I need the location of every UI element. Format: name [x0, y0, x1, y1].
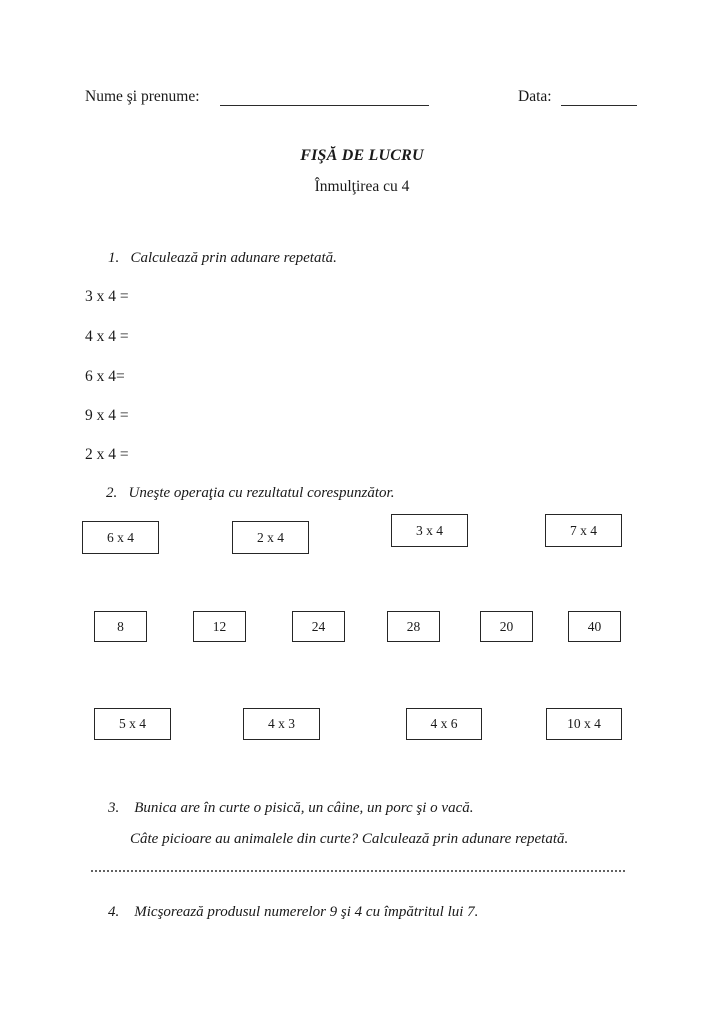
equation-5[interactable]: 2 x 4 = [85, 446, 129, 463]
result-box-4[interactable]: 28 [387, 611, 440, 642]
result-box-3[interactable]: 24 [292, 611, 345, 642]
worksheet-title: FIŞĂ DE LUCRU [300, 147, 424, 164]
task-4-prompt [108, 904, 478, 921]
task-3-text-line-1: Bunica are în curte o pisică, un câine, un porc şi o vacă. [134, 800, 474, 816]
task-3-number: 3. [108, 800, 120, 816]
task-3-prompt-line-2 [130, 831, 568, 848]
operation-box-top-1[interactable]: 6 x 4 [82, 521, 159, 554]
date-label: Data: [518, 88, 552, 105]
operation-box-bottom-4[interactable]: 10 x 4 [546, 708, 622, 740]
equation-4[interactable]: 9 x 4 = [85, 407, 129, 424]
equation-1[interactable]: 3 x 4 = [85, 288, 129, 305]
equation-3[interactable]: 6 x 4= [85, 368, 125, 385]
name-write-line[interactable] [220, 105, 429, 106]
date-write-line[interactable] [561, 105, 637, 106]
result-box-6[interactable]: 40 [568, 611, 621, 642]
task-2-text: Uneşte operaţia cu rezultatul corespunzător. [128, 485, 395, 501]
operation-box-bottom-1[interactable]: 5 x 4 [94, 708, 171, 740]
task-3-text-line-2: Câte picioare au animalele din curte? Calculează prin adunare repetată. [130, 831, 569, 847]
operation-box-top-4[interactable]: 7 x 4 [545, 514, 622, 547]
task-4-number: 4. [108, 904, 120, 920]
task-2-prompt [106, 485, 394, 502]
answer-dotted-line[interactable] [90, 869, 625, 873]
worksheet-subtitle: Înmulţirea cu 4 [314, 178, 410, 195]
name-label: Nume şi prenume: [85, 88, 200, 105]
task-1-number: 1. [108, 250, 120, 266]
result-box-1[interactable]: 8 [94, 611, 147, 642]
operation-box-bottom-3[interactable]: 4 x 6 [406, 708, 482, 740]
task-3-prompt-line-1 [108, 800, 474, 817]
equation-2[interactable]: 4 x 4 = [85, 328, 129, 345]
operation-box-bottom-2[interactable]: 4 x 3 [243, 708, 320, 740]
task-1-text: Calculează prin adunare repetată. [130, 250, 337, 266]
operation-box-top-3[interactable]: 3 x 4 [391, 514, 468, 547]
task-4-text: Micşorează produsul numerelor 9 şi 4 cu împătritul lui 7. [134, 904, 479, 920]
result-box-5[interactable]: 20 [480, 611, 533, 642]
operation-box-top-2[interactable]: 2 x 4 [232, 521, 309, 554]
task-1-prompt [108, 250, 337, 267]
task-2-number: 2. [106, 485, 118, 501]
result-box-2[interactable]: 12 [193, 611, 246, 642]
